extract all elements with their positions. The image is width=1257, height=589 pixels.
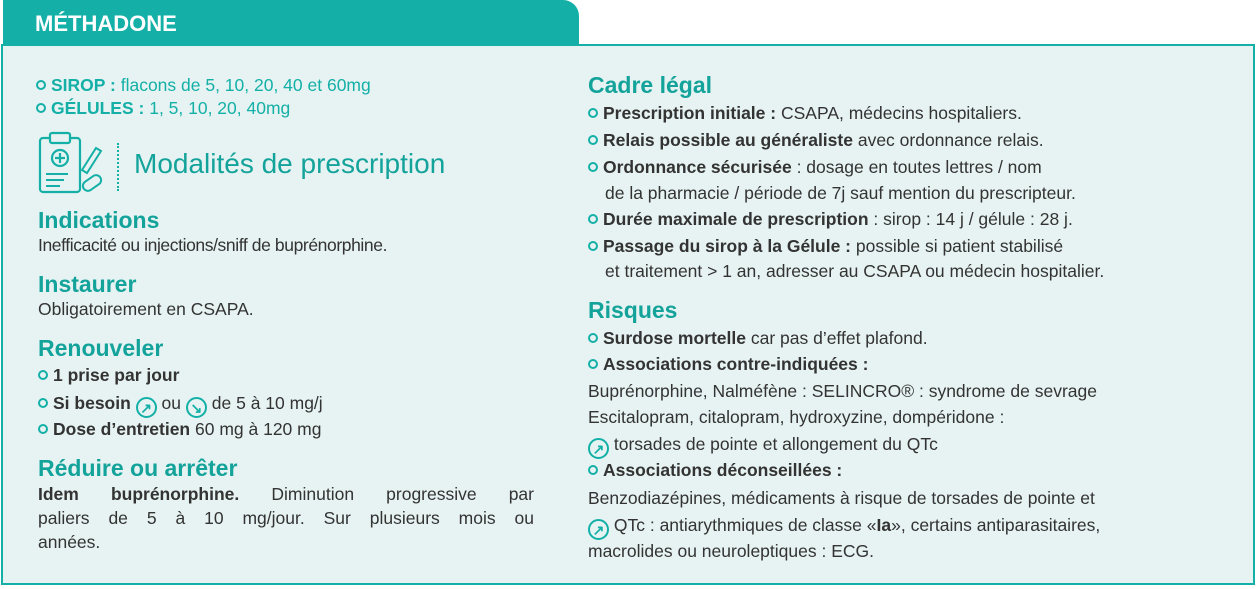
risques-item-3-line-1: Benzodiazépines, médicaments à risque de torsades de pointe et <box>588 488 1095 508</box>
bullet-icon <box>588 241 598 251</box>
risques-item-1-bold: Surdose mortelle <box>603 328 746 348</box>
risques-item-3-bold: Associations déconseillées : <box>603 460 843 480</box>
prescription-clipboard-icon <box>36 130 106 196</box>
bullet-icon <box>38 370 48 380</box>
reduire-bold: Idem buprénorphine. <box>38 484 240 504</box>
bullet-icon <box>588 135 598 145</box>
page-title: MÉTHADONE <box>35 11 177 36</box>
bullet-icon <box>588 359 598 369</box>
form-gelules <box>36 96 290 120</box>
arrow-down-right-icon: ↘ <box>186 397 207 418</box>
indications-text: Inefficacité ou injections/sniff de buprénorphine. <box>38 235 388 255</box>
cadre-item-4-bold: Durée maximale de prescription <box>603 209 869 229</box>
cadre-item-2-text: avec ordonnance relais. <box>852 130 1044 150</box>
arrow-up-right-icon: ↗ <box>588 438 609 459</box>
cadre-item-1 <box>588 101 1022 125</box>
bullet-icon <box>588 214 598 224</box>
arrow-up-right-icon: ↗ <box>588 519 609 540</box>
cadre-item-3-bold: Ordonnance sécurisée <box>603 157 792 177</box>
risques-item-2-line-3-text: torsades de pointe et allongement du QTc <box>613 434 938 454</box>
risques-item-3-line-2c: », certains antiparasitaires, <box>891 515 1101 535</box>
cadre-item-5-text: possible si patient stabilisé <box>851 236 1064 256</box>
risques-item-3-line-3: macrolides ou neuroleptiques : ECG. <box>588 541 874 561</box>
gelules-label: GÉLULES : <box>51 98 145 118</box>
cadre-heading: Cadre légal <box>588 72 712 98</box>
ou-text: ou <box>161 393 182 413</box>
cadre-item-2-bold: Relais possible au généraliste <box>603 130 853 150</box>
cadre-item-5-bold: Passage du sirop à la Gélule : <box>603 236 852 256</box>
section-title-tab <box>3 0 579 44</box>
risques-item-3-line-2b: Ia <box>876 515 892 535</box>
renouveler-item-1-text: 1 prise par jour <box>53 365 180 385</box>
risques-item-2 <box>588 352 868 376</box>
risques-item-1 <box>588 326 928 350</box>
cadre-item-1-text: CSAPA, médecins hospitaliers. <box>776 103 1022 123</box>
reduire-heading: Réduire ou arrêter <box>38 455 238 481</box>
sirop-label: SIROP : <box>51 75 116 95</box>
cadre-item-2 <box>588 128 1044 152</box>
cadre-item-3-cont: de la pharmacie / période de 7j sauf mention du prescripteur. <box>605 183 1076 203</box>
risques-heading: Risques <box>588 297 678 323</box>
sirop-text: flacons de 5, 10, 20, 40 et 60mg <box>115 75 371 95</box>
renouveler-heading: Renouveler <box>38 335 164 361</box>
risques-item-2-line-2: Escitalopram, citalopram, hydroxyzine, dompéridone : <box>588 407 1005 427</box>
cadre-item-5 <box>588 234 1063 258</box>
instaurer-heading: Instaurer <box>38 271 137 297</box>
renouveler-item-1 <box>38 363 179 387</box>
reduire-text <box>38 482 534 554</box>
gelules-text: 1, 5, 10, 20, 40mg <box>144 98 291 118</box>
instaurer-text: Obligatoirement en CSAPA. <box>38 299 254 319</box>
risques-item-2-line-1: Buprénorphine, Nalméfène : SELINCRO® : syndrome de sevrage <box>588 381 1097 401</box>
risques-item-3 <box>588 458 842 482</box>
risques-item-2-line-3 <box>588 432 938 459</box>
dose-entretien-text: 60 mg à 120 mg <box>190 419 322 439</box>
cadre-item-5-cont: et traitement > 1 an, adresser au CSAPA ou médecin hospitalier. <box>605 261 1105 281</box>
dose-entretien-label: Dose d’entretien <box>53 419 191 439</box>
bullet-icon <box>588 333 598 343</box>
bullet-icon <box>36 80 46 90</box>
cadre-item-3-text: : dosage en toutes lettres / nom <box>791 157 1042 177</box>
cadre-item-4-text: : sirop : 14 j / gélule : 28 j. <box>868 209 1073 229</box>
divider <box>117 143 119 191</box>
risques-item-3-line-2a: QTc : antiarythmiques de classe « <box>613 515 877 535</box>
reduire-line-3: années. <box>38 532 101 552</box>
risques-item-2-bold: Associations contre-indiquées : <box>603 354 869 374</box>
bullet-icon <box>588 108 598 118</box>
reduire-line-1: Diminution progressive par <box>239 484 534 504</box>
bullet-icon <box>38 424 48 434</box>
form-sirop <box>36 73 371 97</box>
risques-item-3-line-2 <box>588 513 1100 540</box>
si-besoin-text: de 5 à 10 mg/j <box>211 393 323 413</box>
risques-item-1-text: car pas d’effet plafond. <box>745 328 928 348</box>
bullet-icon <box>588 465 598 475</box>
arrow-up-right-icon: ↗ <box>136 397 157 418</box>
cadre-item-1-bold: Prescription initiale : <box>603 103 777 123</box>
cadre-item-3 <box>588 155 1042 179</box>
modalites-title: Modalités de prescription <box>134 148 446 179</box>
cadre-item-4 <box>588 207 1073 231</box>
bullet-icon <box>38 398 48 408</box>
renouveler-item-2 <box>38 391 323 418</box>
bullet-icon <box>588 162 598 172</box>
bullet-icon <box>36 103 46 113</box>
si-besoin-label: Si besoin <box>53 393 131 413</box>
reduire-line-2: paliers de 5 à 10 mg/jour. Sur plusieurs mois ou <box>38 508 534 528</box>
renouveler-item-3 <box>38 417 321 441</box>
indications-heading: Indications <box>38 207 160 233</box>
